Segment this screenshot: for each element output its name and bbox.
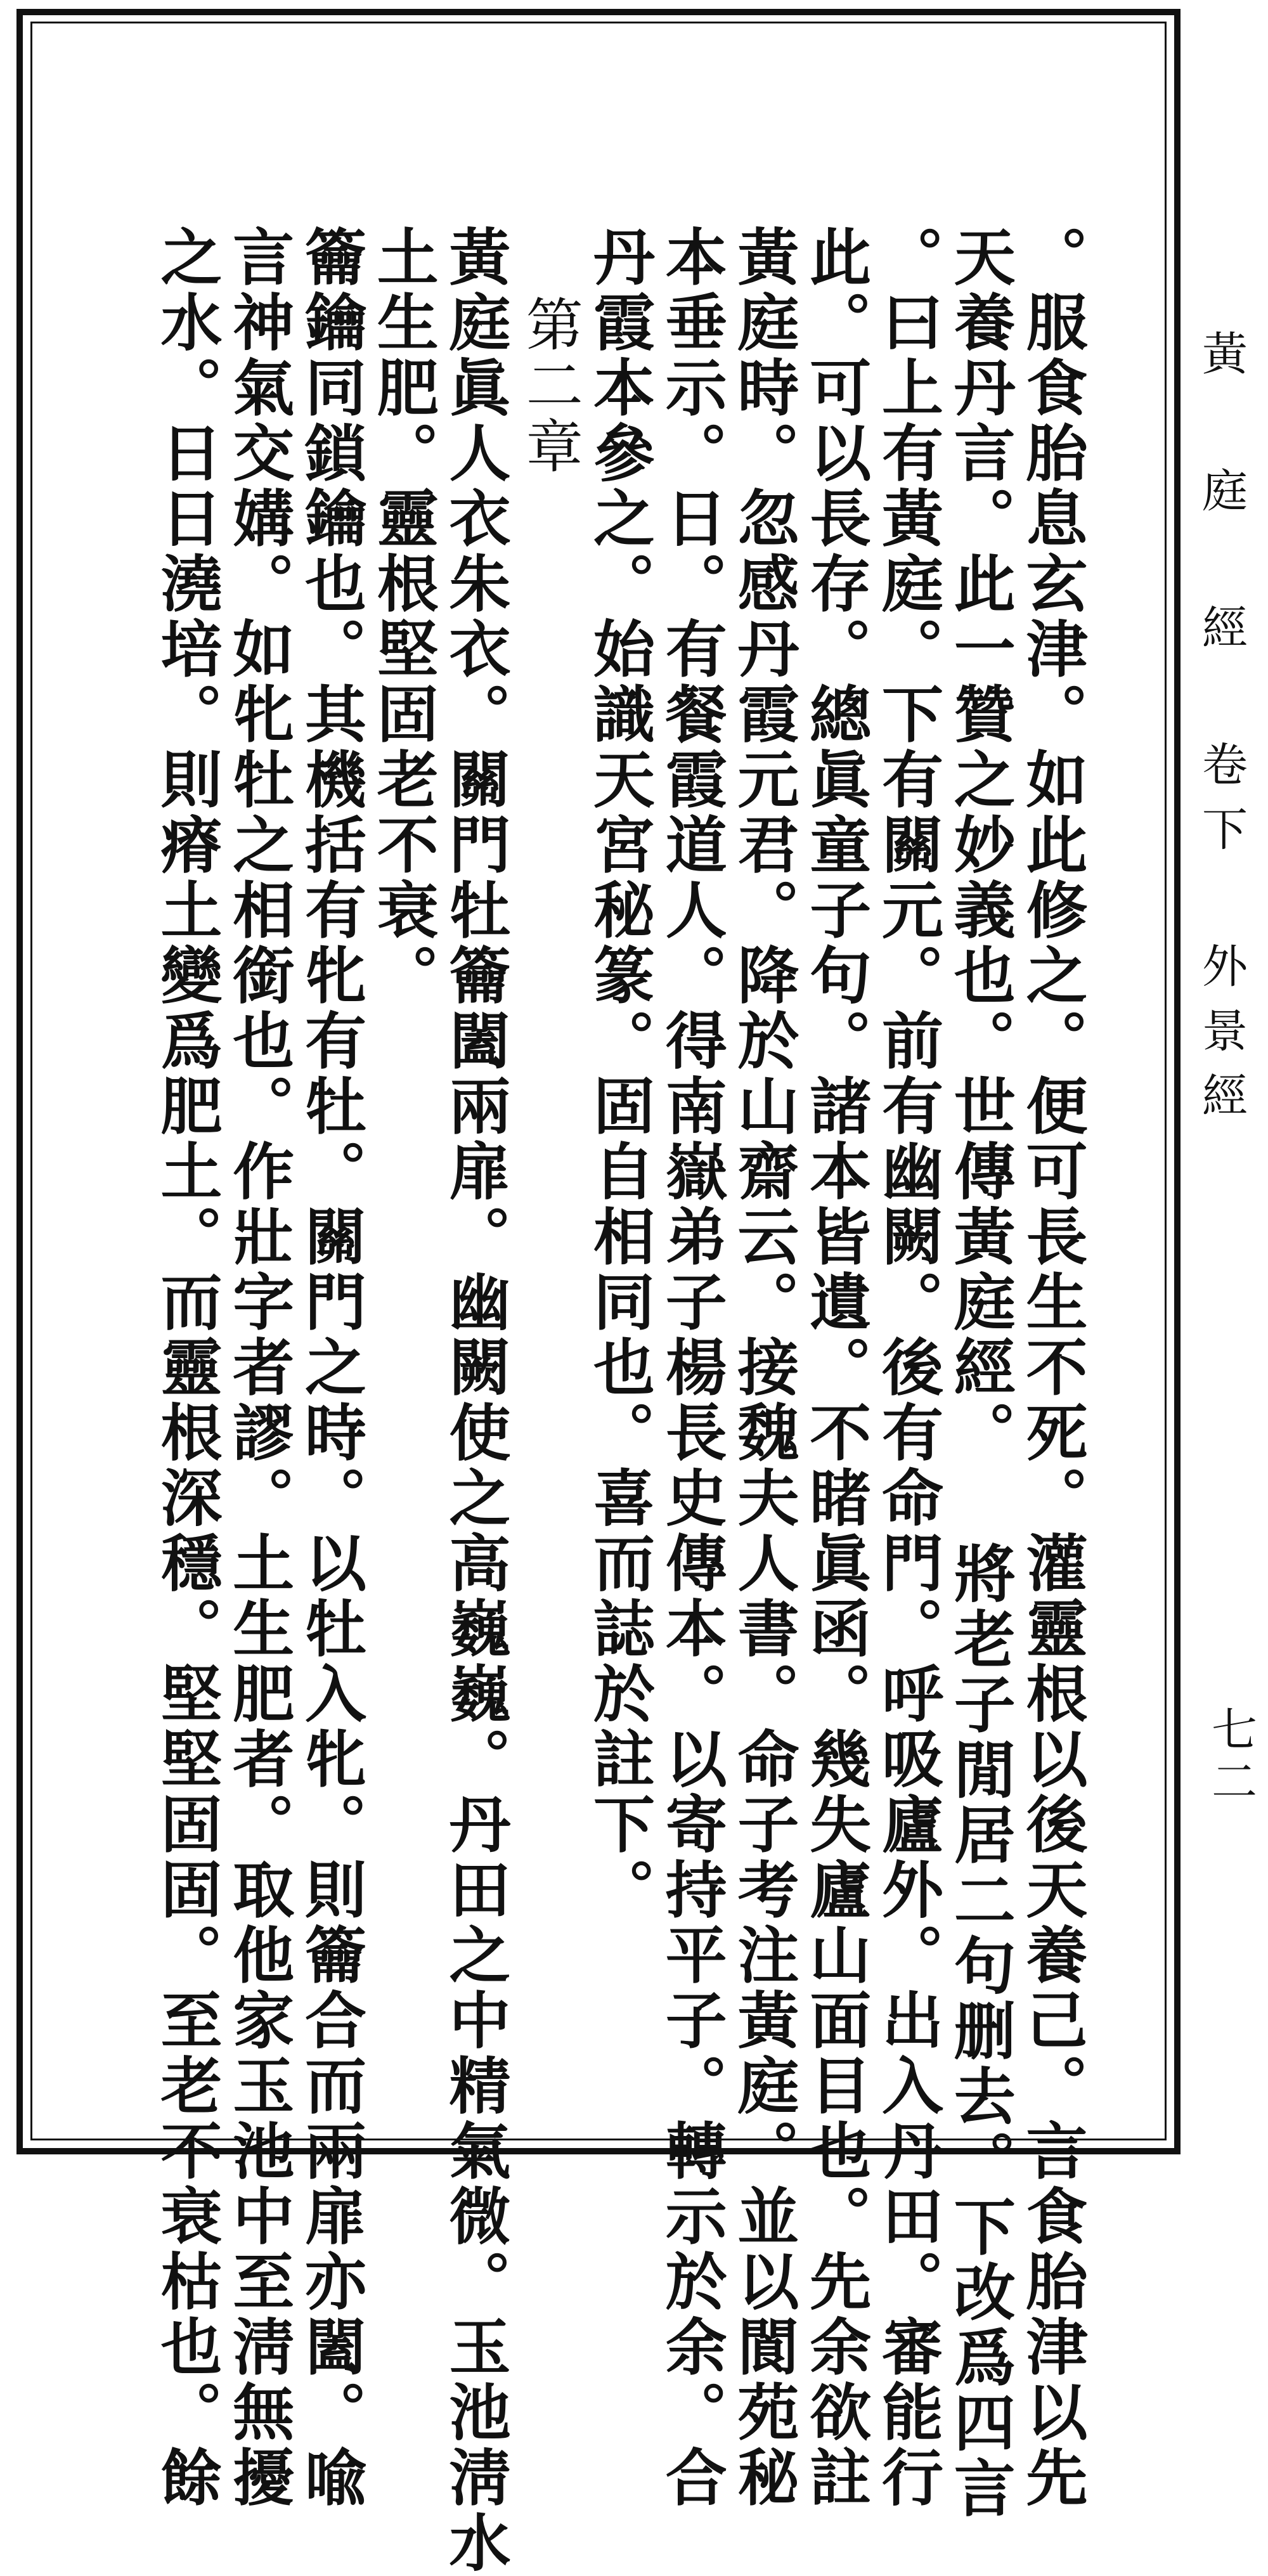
page-number: 七二 <box>1204 1705 1257 1809</box>
text-column: 。服食胎息玄津。如此修之。便可長生不死。灌靈根以後天養己。言食胎津以先 <box>1016 225 1088 2511</box>
commentary-column: 籥鑰同鎖鑰也。其機括有牝有牡。關門之時。以牡入牝。則籥合而兩扉亦闔。喩 <box>294 225 367 2511</box>
chapter-heading: 第二章 <box>515 295 583 477</box>
commentary-column: 言神氣交媾。如牝牡之相銜也。作壯字者謬。土生肥者。取他家玉池中至淸無擾 <box>222 225 295 2511</box>
text-column: 丹霞本參之。始識天宮秘篆。固自相同也。喜而誌於註下。 <box>583 225 656 1923</box>
running-title: 黃 庭 經 卷下 外景經 <box>1194 330 1248 1136</box>
text-column: 黃庭時。忽感丹霞元君。降於山齋云。接魏夫人書。命子考注黃庭。並以閬苑秘 <box>727 225 799 2511</box>
text-column: 此。可以長存。總眞童子句。諸本皆遺。不睹眞函。幾失廬山面目也。先余欲註 <box>799 225 872 2511</box>
text-column: 天養丹言。此一贊之妙義也。世傳黃庭經。 將老子閒居二句删去。下改爲四言 <box>943 225 1016 2521</box>
text-column: 。曰上有黃庭。下有關元。前有幽闕。後有命門。呼吸廬外。出入丹田。審能行 <box>871 225 944 2511</box>
scripture-column: 土生肥。靈根堅固老不衰。 <box>366 225 439 1009</box>
text-column: 本垂示。日。有餐霞道人。得南嶽弟子楊長史傳本。以寄持平子。轉示於余。合 <box>655 225 728 2511</box>
main-text <box>147 225 1088 2576</box>
commentary-column: 之水。日日澆培。則瘠土變爲肥土。而靈根深穩。堅堅固固。至老不衰枯也。餘 <box>150 225 223 2511</box>
scripture-column: 黃庭眞人衣朱衣。關門牡籥闔兩扉。幽闕使之高巍巍。丹田之中精氣微。玉池淸水 <box>439 225 511 2576</box>
